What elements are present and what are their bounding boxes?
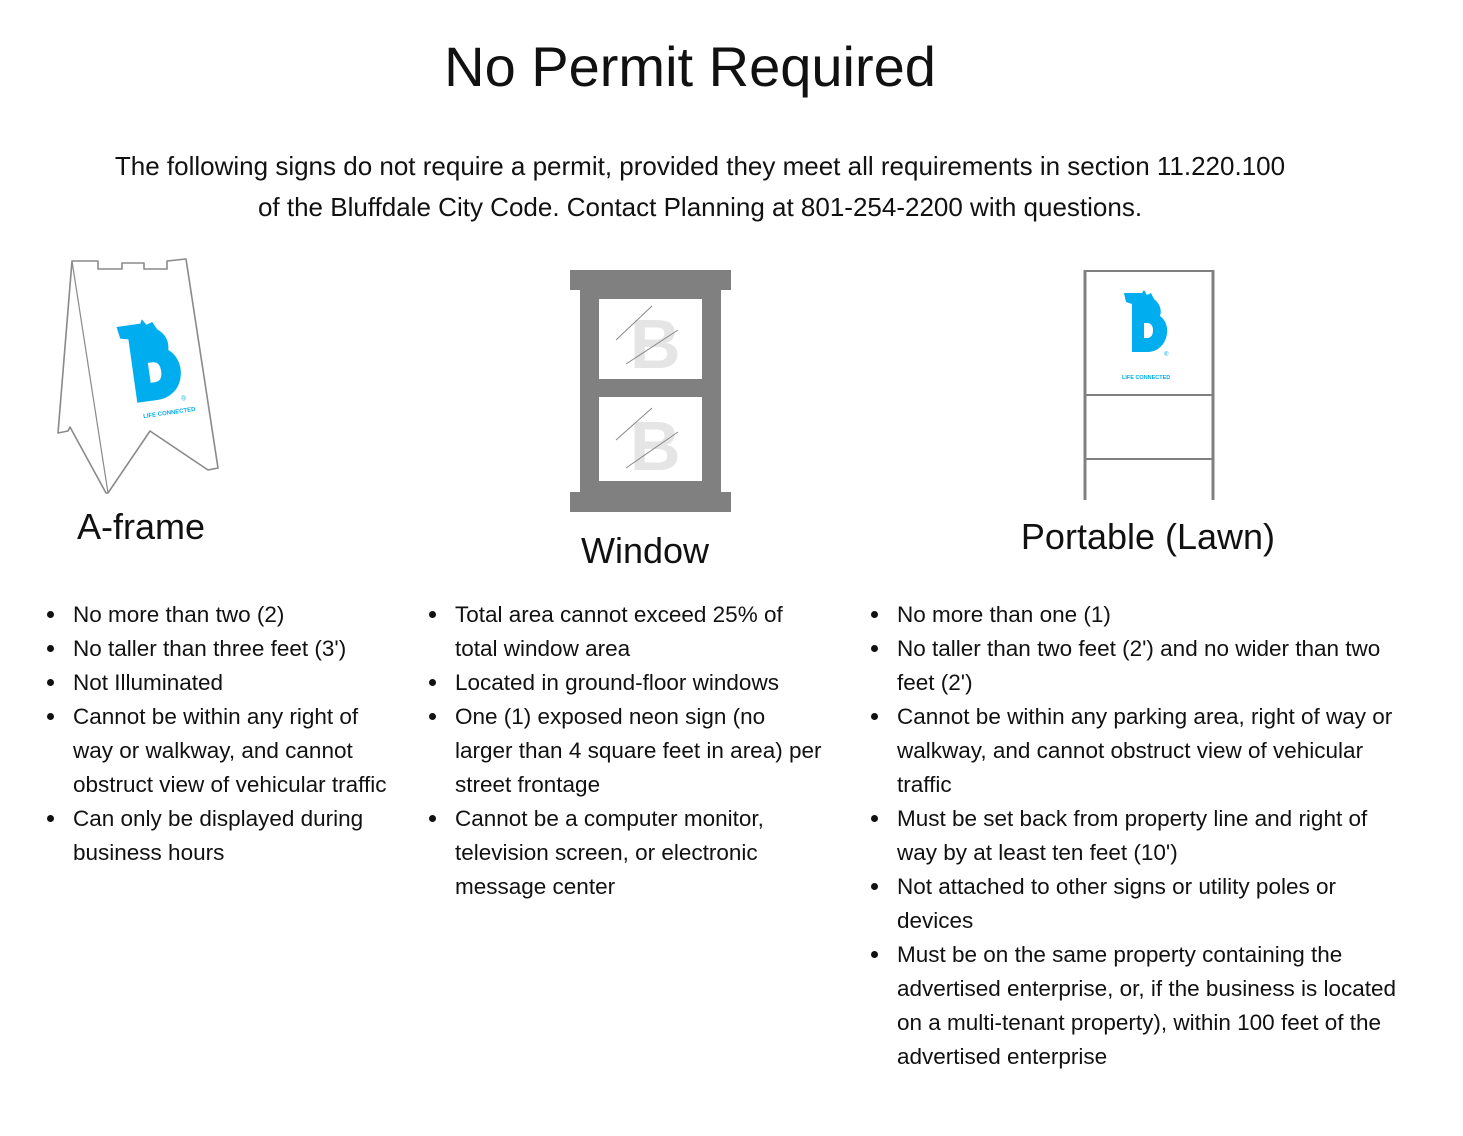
list-item: Total area cannot exceed 25% of total window area — [421, 598, 826, 666]
lawn-label: Portable (Lawn) — [1020, 516, 1276, 557]
page-title: No Permit Required — [444, 35, 936, 98]
list-item: Not Illuminated — [39, 666, 389, 700]
svg-text:®: ® — [180, 394, 187, 403]
svg-text:B: B — [630, 305, 681, 383]
a-frame-rules — [39, 598, 389, 870]
list-item: Cannot be a computer monitor, television screen, or electronic message center — [421, 802, 826, 904]
svg-text:B: B — [630, 407, 681, 485]
svg-text:®: ® — [1164, 352, 1169, 358]
window-sign-icon — [568, 268, 733, 514]
intro-text: The following signs do not require a permit, provided they meet all requirements in section 11.220.100 of the Bluffdale City Code. Contact Planning at 801-254-2200 with questions. — [114, 151, 1286, 222]
window-rules — [421, 598, 826, 904]
list-item: Located in ground-floor windows — [421, 666, 826, 700]
brand-tagline: LIFE CONNECTED — [142, 406, 196, 421]
list-item: Not attached to other signs or utility poles or devices — [863, 870, 1408, 938]
lawn-rules — [863, 598, 1408, 1074]
list-item: Cannot be within any right of way or walkway, and cannot obstruct view of vehicular traffic — [39, 700, 389, 802]
a-frame-sign-icon — [50, 255, 225, 500]
brand-logo — [116, 315, 184, 404]
a-frame-label: A-frame — [76, 506, 206, 547]
list-item: One (1) exposed neon sign (no larger than 4 square feet in area) per street frontage — [421, 700, 826, 802]
list-item: No taller than three feet (3') — [39, 632, 389, 666]
list-item: Must be on the same property containing the advertised enterprise, or, if the business is located on a multi-tenant property), within 100 feet of the advertised enterprise — [863, 938, 1408, 1074]
list-item: Cannot be within any parking area, right of way or walkway, and cannot obstruct view of vehicular traffic — [863, 700, 1408, 802]
window-label: Window — [580, 530, 710, 571]
list-item: No more than two (2) — [39, 598, 389, 632]
list-item: No more than one (1) — [863, 598, 1408, 632]
list-item: Can only be displayed during business hours — [39, 802, 389, 870]
list-item: Must be set back from property line and right of way by at least ten feet (10') — [863, 802, 1408, 870]
lawn-sign-icon — [1080, 268, 1220, 503]
list-item: No taller than two feet (2') and no wider than two feet (2') — [863, 632, 1408, 700]
brand-tagline: LIFE CONNECTED — [1122, 375, 1171, 381]
